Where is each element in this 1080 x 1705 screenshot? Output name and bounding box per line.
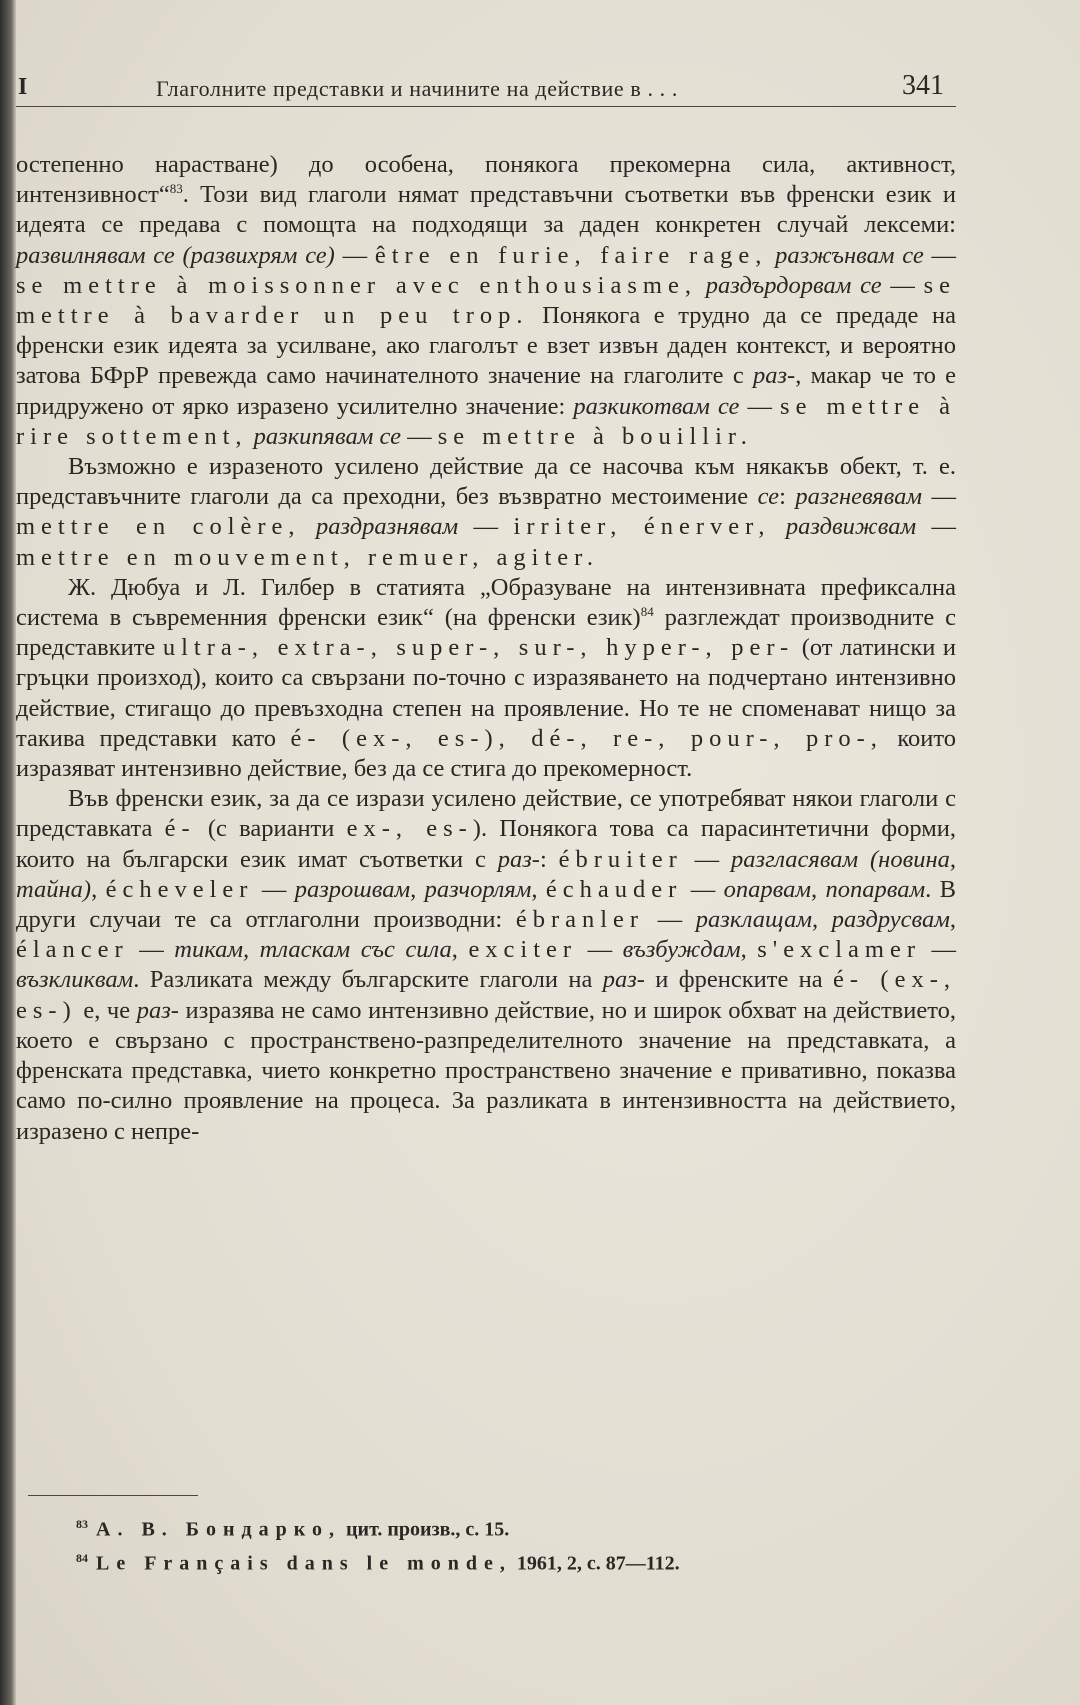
bulgarian-term: разкикотвам се [573, 392, 740, 420]
text-run: , [949, 906, 956, 934]
footnote-number: 83 [76, 1517, 88, 1531]
footnote [76, 1544, 936, 1578]
text-run: (с варианти [195, 815, 347, 843]
spaced-term: é- (ex-, es-), dé-, re-, pour-, pro-, [290, 724, 883, 752]
bulgarian-term: разклащам, раздрусвам [695, 906, 950, 934]
spaced-term: échauder [545, 875, 683, 903]
spaced-term: ultra-, extra-, super-, sur-, hyper-, per- [162, 634, 795, 662]
text-run: (от латински и гръцки произход), които са свързани по-точно с изразяването на подчертано интензивно действие, стигащо до превъзходна степен на проявление. Но те не споменават нищо за такива представки като [16, 634, 956, 752]
text-run: 1961, 2, с. 87—112. [511, 1552, 680, 1575]
bulgarian-term: разгневявам [795, 483, 923, 511]
spaced-term: s'exclamer [757, 936, 921, 964]
bulgarian-term: опарвам, попарвам [723, 875, 926, 903]
bulgarian-term: разкипявам се [253, 422, 401, 450]
footnote-reference: 84 [640, 603, 654, 619]
footnote-reference: 83 [169, 181, 183, 197]
spaced-term: mettre en mouvement, remuer, agiter. [16, 543, 600, 571]
bulgarian-term: възбуждам [622, 936, 741, 964]
text-run: разглеждат производните с представките [16, 604, 957, 662]
spaced-term: А. В. Бондарко, [96, 1518, 342, 1541]
book-spine-shadow [0, 0, 16, 1705]
spaced-term: se mettre à bouillir. [437, 422, 753, 450]
text-run: — [682, 845, 732, 873]
spaced-term: se mettre à rire sottement, [16, 392, 956, 450]
spaced-term: se mettre à moissonner avec enthousiasme, [16, 271, 697, 299]
footnote-rule [28, 1495, 198, 1496]
text-run [301, 513, 316, 540]
spaced-term: Le Français dans le monde, [96, 1552, 512, 1575]
bulgarian-term: развилнявам се (развихрям се) [16, 241, 335, 269]
bulgarian-term: възкликвам [16, 966, 134, 994]
bulgarian-term: се [757, 483, 780, 511]
margin-mark: I [18, 74, 28, 100]
text-run: и френските на [644, 966, 834, 994]
text-run: : [779, 483, 796, 511]
text-run: — [916, 513, 957, 541]
text-run: , [451, 936, 469, 964]
page-number: 341 [902, 70, 944, 101]
bulgarian-term: разжънвам се [775, 241, 924, 269]
text-run: . Разликата между българските глаголи на [133, 966, 603, 994]
bulgarian-term: раздразнявам [316, 513, 459, 541]
spaced-term: irriter, énerver, [513, 513, 771, 541]
bulgarian-term: раз- [752, 362, 796, 390]
bulgarian-term: раз- [136, 996, 179, 1024]
spaced-term: ébranler [515, 906, 645, 934]
text-run [767, 242, 775, 269]
spaced-term: é- [164, 815, 196, 843]
bulgarian-term: разрошвам, разчорлям [294, 875, 532, 903]
spaced-term: écheveler [105, 875, 254, 903]
text-run: — [400, 422, 438, 450]
text-run: остепенно нарастване) до особена, понякога прекомерна сила, активност, интензивност“ [16, 151, 956, 209]
bulgarian-term: раз- [602, 966, 645, 994]
running-head [16, 70, 956, 107]
bulgarian-term: раздвижвам [785, 513, 917, 541]
spaced-term: être en furie, faire rage, [374, 241, 768, 269]
spaced-term: é- (ex-, es-) [16, 966, 956, 1024]
text-run: , макар че то е придружено от ярко изразено усилително значение: [16, 362, 957, 420]
text-run: — [881, 271, 924, 299]
text-run: — [922, 483, 956, 511]
body-text [16, 150, 956, 1147]
text-run: — [920, 936, 957, 964]
footnote-number: 84 [76, 1550, 88, 1565]
text-run: — [253, 875, 295, 903]
text-run: които изразяват интензивно действие, без да се стига до прекомерност. [16, 724, 956, 783]
text-run: е, че [76, 996, 137, 1024]
text-run: . В други случаи те са отглаголни производни: [16, 875, 957, 934]
text-run: — [682, 875, 724, 903]
text-run: — [739, 392, 781, 420]
bulgarian-term: раз- [497, 845, 540, 873]
running-title: Глаголните представки и начините на действие в . . . [156, 76, 678, 101]
text-run: Ж. Дюбуа и Л. Гилбер в статията „Образуване на интензивната префиксална система в съвременния френски език“ (на френски език) [16, 573, 956, 632]
text-run: ). Понякога това са парасинтетични форми, които на български език имат съответки с [16, 815, 957, 873]
bulgarian-term: раздърдорвам се [705, 271, 882, 299]
paragraph [16, 573, 956, 784]
text-run: Понякога е трудно да се предаде на френски език идеята за усилване, ако глаголът е взет извън даден контекст, и вероятно затова БФрР превежда само начинателното значение на глаголите с [16, 302, 956, 390]
text-run [697, 272, 706, 299]
text-run: Във френски език, за да се изрази усилено действие, се употребяват някои глаголи с представката [16, 785, 956, 843]
text-run: — [128, 936, 175, 964]
paragraph [16, 452, 956, 573]
spaced-term: exciter [468, 936, 578, 964]
text-run: , [740, 936, 758, 964]
text-run: — [458, 513, 514, 541]
text-run: . Този вид глаголи нямат представъчни съответки във френски език и идеята се предава с помощта на подходящи за даден конкретен случай лексеми: [16, 181, 956, 239]
text-run: , [91, 875, 106, 903]
bulgarian-term: тикам, тласкам със сила [174, 936, 452, 964]
text-run: цит. произв., с. 15. [341, 1518, 510, 1541]
footnote [76, 1510, 936, 1544]
text-run: — [923, 241, 957, 269]
text-run: — [577, 936, 623, 964]
text-run: — [644, 906, 696, 934]
spaced-term: se mettre à bavarder un peu trop. [16, 271, 957, 330]
text-run: Възможно е изразеното усилено действие да се насочва към някакъв обект, т. е. представъчните глаголи да са преходни, без възвратно местоимение [16, 453, 956, 511]
paragraph [16, 784, 956, 1146]
spaced-term: ébruiter [558, 845, 683, 873]
footnotes [76, 1510, 936, 1577]
paragraph [16, 150, 956, 452]
text-run: , [531, 875, 546, 903]
text-run [770, 513, 785, 540]
text-run: : [539, 845, 559, 873]
text-run: изразява не само интензивно действие, но и широк обхват на действието, което е свързано с пространствено-разпределителното значение на представката, а френската представка, чието конкретно пространствено значение е привативно, показва само по-силно проявление на процеса. За разликата в интензивността на действието, изразено с непре- [16, 996, 956, 1145]
book-page [16, 0, 1080, 1705]
spaced-term: élancer [16, 936, 129, 964]
bulgarian-term: разгласявам (новина, тайна) [16, 845, 957, 903]
spaced-term: mettre en colère, [16, 513, 301, 541]
text-run: — [334, 241, 375, 269]
spaced-term: ex-, es- [346, 815, 473, 843]
